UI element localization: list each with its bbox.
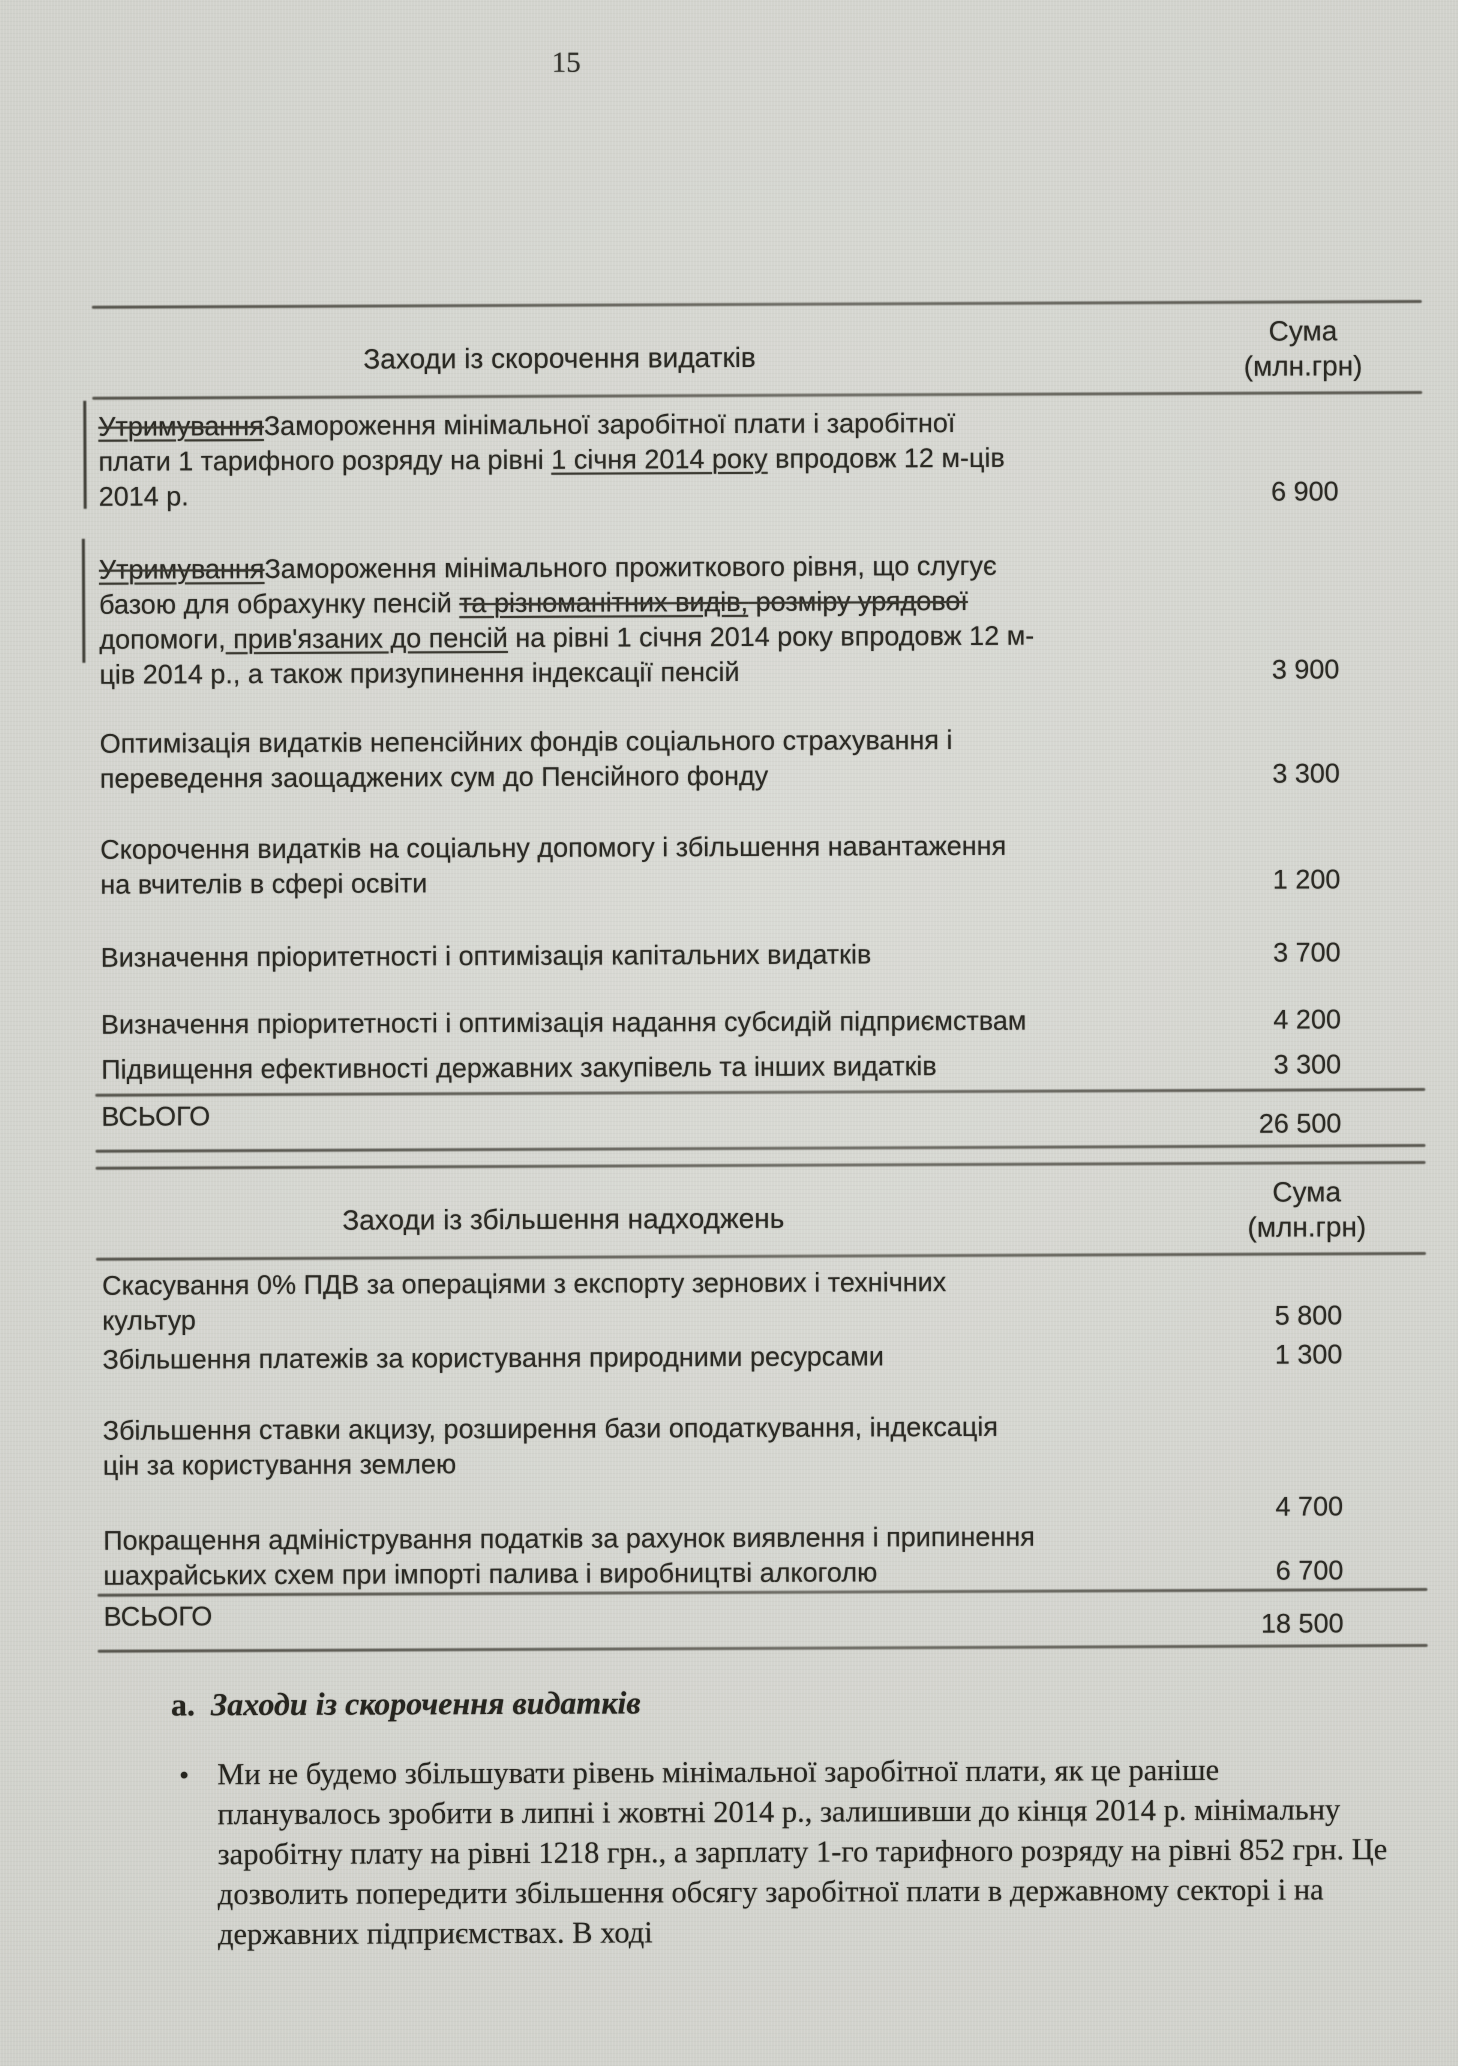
row-amount: 3 700 bbox=[1273, 937, 1341, 968]
bullet-item bbox=[179, 1749, 1390, 1954]
row-description: Скасування 0% ПДВ за операціями з експорту зернових і технічних культур bbox=[102, 1267, 947, 1336]
section-heading bbox=[171, 1684, 641, 1723]
revenue-row bbox=[96, 1263, 1426, 1339]
change-bar bbox=[82, 539, 86, 663]
row-description: Підвищення ефективності державних закупівель та інших видатків bbox=[101, 1051, 937, 1085]
sum-column-header bbox=[1192, 313, 1414, 384]
row-amount: 4 700 bbox=[1275, 1491, 1344, 1522]
bullet-marker: • bbox=[179, 1760, 190, 1792]
sum-label: Сума bbox=[1268, 315, 1338, 347]
deleted-text: Утримування bbox=[98, 554, 265, 585]
row-description: Визначення пріоритетності і оптимізація надання субсидій підприємствам bbox=[100, 1005, 1027, 1040]
deleted-text: Утримування bbox=[98, 411, 264, 442]
revenue-row bbox=[96, 1337, 1426, 1378]
expense-table bbox=[92, 300, 1426, 1153]
row-description: Покращення адміністрування податків за рахунок виявлення і припинення шахрайських схем при імпорті палива і виробництві алкоголю bbox=[103, 1521, 1035, 1591]
expense-table-header bbox=[92, 303, 1422, 397]
row-description: Збільшення ставки акцизу, розширення бази оподаткування, індексація цін за користування землею bbox=[102, 1411, 999, 1481]
expense-row bbox=[92, 404, 1422, 515]
row-description: Збільшення платежів за користування природними ресурсами bbox=[102, 1341, 884, 1375]
revenue-table-header bbox=[96, 1164, 1426, 1258]
row-amount: 6 700 bbox=[1275, 1555, 1344, 1586]
change-bar bbox=[83, 401, 86, 509]
row-amount: 5 800 bbox=[1274, 1300, 1343, 1331]
total-label: ВСЬОГО bbox=[101, 1101, 211, 1132]
expense-row bbox=[93, 547, 1424, 693]
revenue-table-title: Заходи із збільшення надходжень bbox=[342, 1202, 785, 1236]
expense-row bbox=[94, 827, 1424, 903]
row-amount: 1 300 bbox=[1274, 1339, 1343, 1370]
page-number: 15 bbox=[551, 46, 581, 79]
section-marker: a. bbox=[170, 1686, 196, 1723]
row-description: Скорочення видатків на соціальну допомогу і збільшення навантаження на вчителів в сфері освіти bbox=[100, 830, 1007, 900]
row-description: УтримуванняЗамороження мінімальної заробітної плати і заробітної плати 1 тарифного розряду на рівні 1 січня 2014 року впродовж 12 м-ців 2014 р. bbox=[98, 408, 1005, 512]
total-amount: 18 500 bbox=[1260, 1608, 1344, 1639]
expense-row bbox=[95, 1002, 1425, 1043]
expense-row bbox=[95, 1047, 1425, 1088]
revenue-table bbox=[96, 1161, 1428, 1653]
expense-row bbox=[95, 935, 1425, 976]
deleted-text: розміру урядової bbox=[748, 585, 968, 617]
deleted-text: та різноманітних видів, bbox=[459, 586, 749, 619]
sum-unit: (млн.грн) bbox=[1243, 350, 1363, 382]
row-description: Оптимізація видатків непенсійних фондів соціального страхування і переведення заощаджених сум до Пенсійного фонду bbox=[99, 725, 953, 794]
total-label: ВСЬОГО bbox=[103, 1601, 213, 1632]
bullet-text: Ми не будемо збільшувати рівень мінімальної заробітної плати, як це раніше планувалось зробити в липні і жовтні 2014 р., залишивши до кінця 2014 р. мінімальну заробітну плату на рівні 1218 грн., а зарплату 1-го тарифного розряду на рівні 852 грн. Це дозволить попередити збільшення обсягу заробітної плати в державному секторі і на державних підприємствах. В ході bbox=[217, 1752, 1388, 1952]
row-amount: 4 200 bbox=[1273, 1004, 1342, 1035]
total-amount: 26 500 bbox=[1258, 1108, 1342, 1139]
revenue-total-row bbox=[97, 1591, 1427, 1650]
revenue-row bbox=[97, 1518, 1427, 1594]
expense-table-title: Заходи із скорочення видатків bbox=[363, 341, 756, 375]
sum-column-header bbox=[1196, 1174, 1418, 1245]
row-amount: 3 300 bbox=[1272, 758, 1340, 789]
inserted-text: прив'язаних до пенсій bbox=[225, 622, 508, 655]
row-amount: 6 900 bbox=[1270, 476, 1339, 507]
section-title: Заходи із скорочення видатків bbox=[210, 1684, 641, 1723]
row-amount: 3 900 bbox=[1271, 654, 1340, 685]
sum-label: Сума bbox=[1272, 1176, 1342, 1208]
expense-row bbox=[94, 721, 1424, 797]
row-description: Визначення пріоритетності і оптимізація капітальних видатків bbox=[100, 939, 872, 973]
row-amount: 3 300 bbox=[1273, 1049, 1342, 1080]
sum-unit: (млн.грн) bbox=[1247, 1211, 1367, 1243]
row-description: УтримуванняЗамороження мінімального прожиткового рівня, що слугує базою для обрахунку пенсій та різноманітних видів, розміру урядової допомоги, прив'язаних до пенсій на рівні 1 січня 2014 року впродовж 12 м-ців 2014 р., а також призупинення індексації пенсій bbox=[98, 550, 1035, 690]
expense-total-row bbox=[95, 1091, 1425, 1150]
row-amount: 1 200 bbox=[1272, 864, 1341, 895]
revenue-row bbox=[97, 1408, 1427, 1522]
inserted-text: 1 січня 2014 року bbox=[551, 443, 768, 475]
